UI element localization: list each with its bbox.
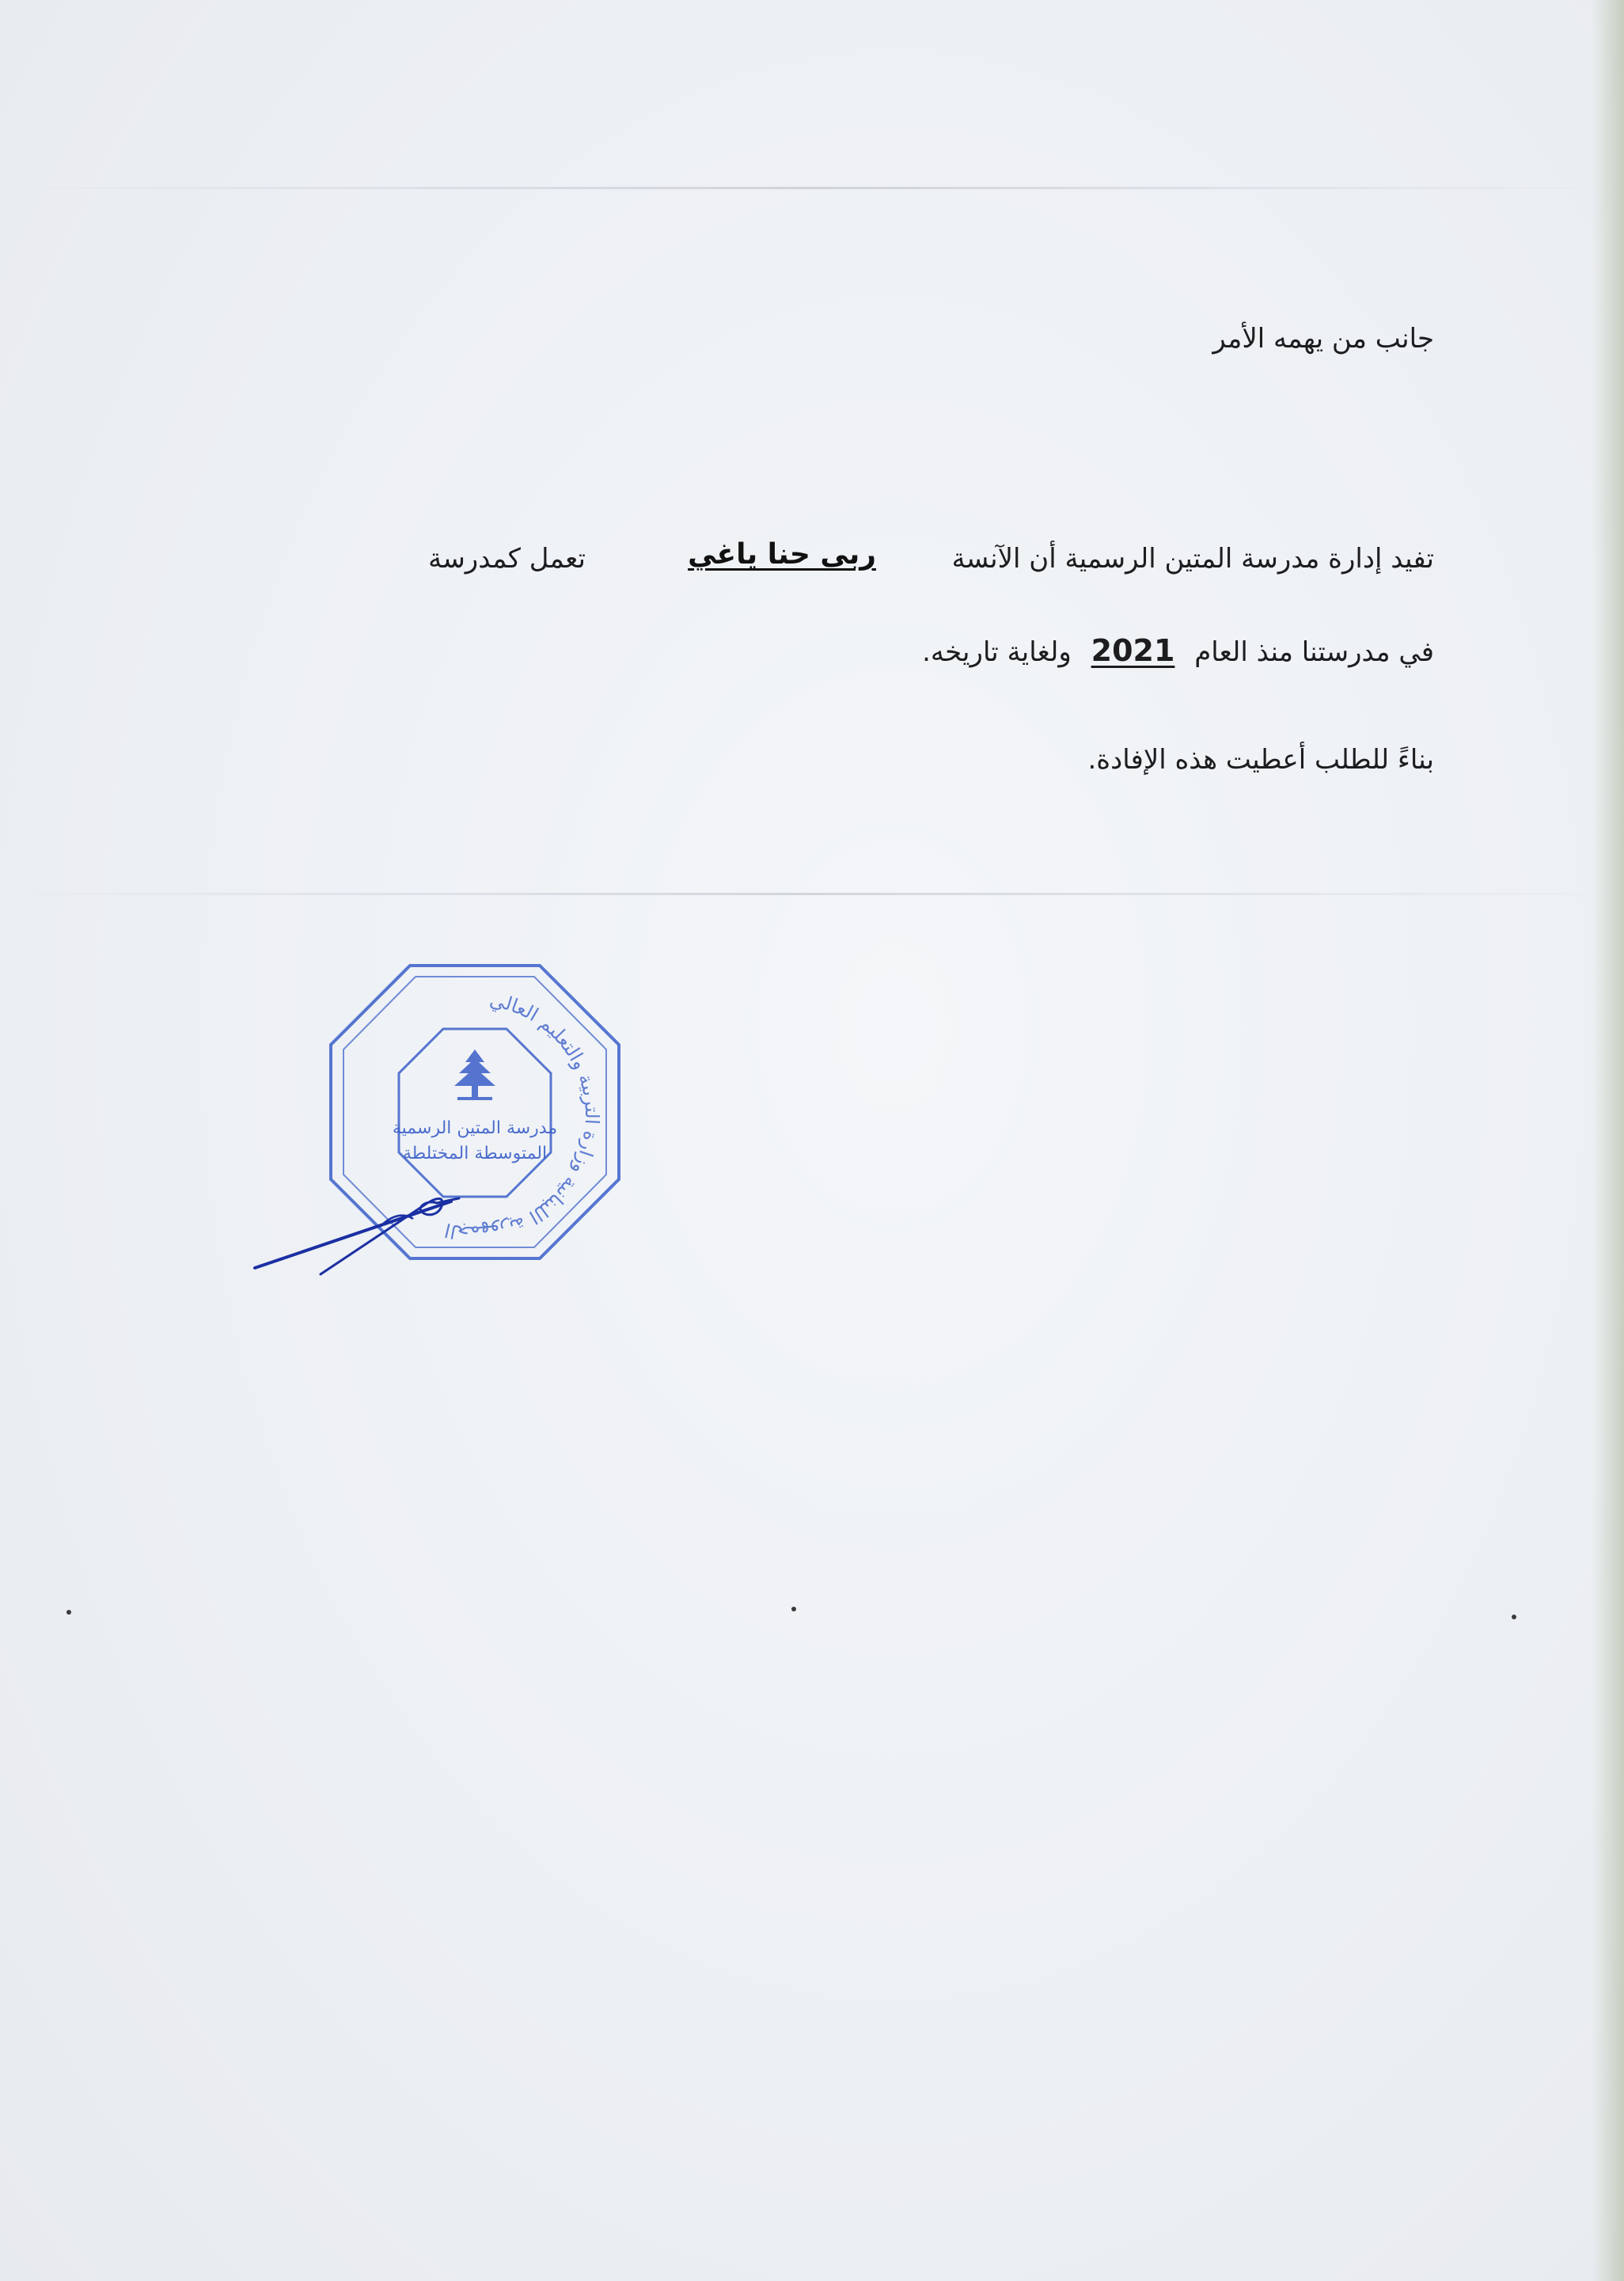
punch-mark-center <box>791 1607 796 1611</box>
start-year: 2021 <box>1091 633 1175 668</box>
since-prefix: في مدرستنا منذ العام <box>1194 636 1434 668</box>
stamp-outer-text: الجمهورية اللبنانية وزارة التربية والتعليم العالي <box>442 989 603 1245</box>
cedar-tree-icon <box>454 1049 495 1100</box>
signature <box>237 1171 475 1282</box>
addressee-line: جانب من يهمه الأمر <box>1212 323 1434 355</box>
fold-crease-top <box>0 187 1624 189</box>
punch-mark-right <box>1512 1615 1516 1619</box>
stamp-inner-line2: المتوسطة المختلطة <box>402 1144 548 1163</box>
closing-line: بناءً للطلب أعطيت هذه الإفادة. <box>1087 744 1434 776</box>
since-line <box>922 633 1434 668</box>
punch-mark-left <box>66 1610 71 1615</box>
paper-edge-shadow <box>1592 0 1624 2281</box>
since-suffix: ولغاية تاريخه. <box>922 636 1072 668</box>
stamp-inner-line1: مدرسة المتين الرسمية <box>392 1118 558 1138</box>
role-text: تعمل كمدرسة <box>428 543 586 575</box>
intro-line <box>952 543 1434 575</box>
employee-name: ربى حنا ياغي <box>688 538 876 571</box>
fold-crease-middle <box>0 893 1624 895</box>
intro-text: تفيد إدارة مدرسة المتين الرسمية أن الآنسة <box>951 543 1434 575</box>
